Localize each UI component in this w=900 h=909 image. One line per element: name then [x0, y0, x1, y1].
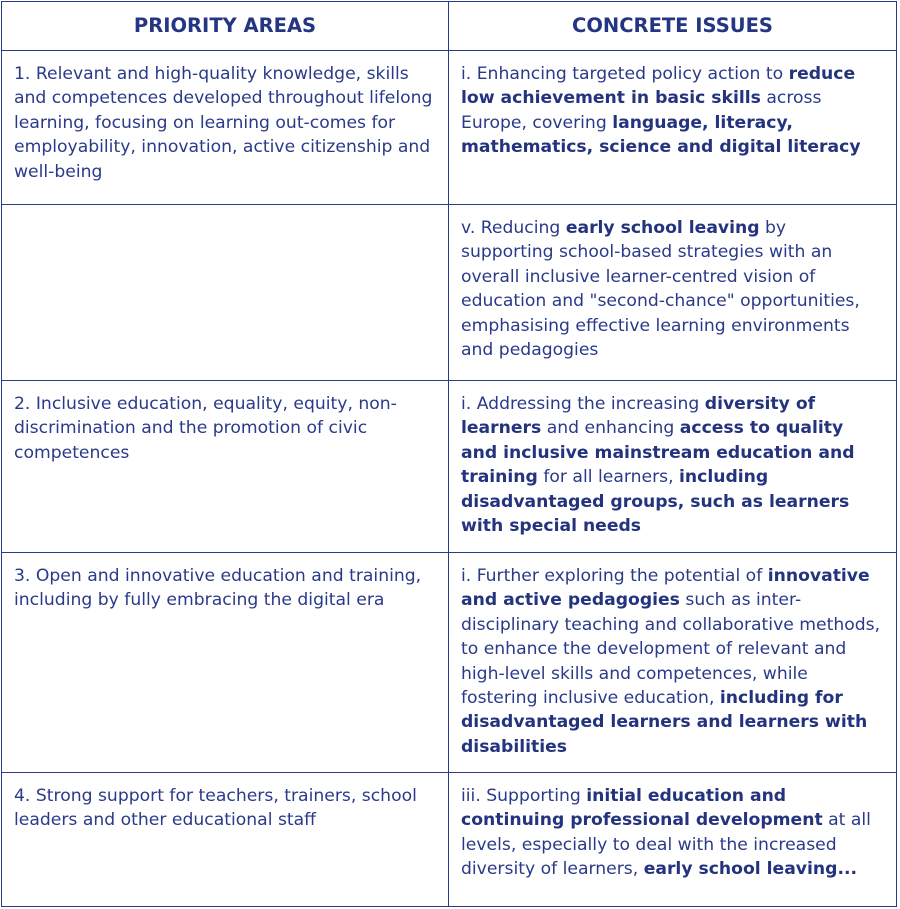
- issue-text: at all levels, especially to deal with the increased diversity of learners,: [461, 810, 871, 880]
- table-body: [2, 51, 897, 907]
- priority-cell: 3. Open and innovative education and training, including by fully embracing the digital era: [2, 553, 449, 773]
- issue-cell: [449, 205, 897, 381]
- issue-cell: [449, 773, 897, 907]
- priority-cell: 1. Relevant and high-quality knowledge, skills and competences developed throughout lifelong learning, focusing on learning out-comes for employability, innovation, active citizenship and well-being: [2, 51, 449, 205]
- issue-text: i. Addressing the increasing: [461, 394, 705, 414]
- issue-cell: [449, 51, 897, 205]
- emphasis-text: diversity of learners: [461, 394, 816, 439]
- priority-cell: [2, 205, 449, 381]
- header-concrete-issues: CONCRETE ISSUES: [449, 2, 897, 51]
- issue-text: for all learners,: [537, 467, 680, 488]
- emphasis-text: initial education and continuing professional development: [461, 786, 823, 831]
- issue-text: and enhancing: [541, 418, 680, 439]
- issue-text: i. Further exploring the potential of: [461, 566, 768, 586]
- issue-text: v. Reducing: [461, 218, 566, 238]
- emphasis-text: early school leaving: [565, 218, 760, 238]
- issue-cell: [449, 553, 897, 773]
- table-header: [2, 2, 897, 51]
- issue-text: iii. Supporting: [461, 786, 587, 806]
- emphasis-text: early school leaving...: [643, 859, 858, 880]
- issue-text: such as inter-disciplinary teaching and collaborative methods, to enhance the development of relevant and high-level skills and competences, while fostering inclusive education,: [461, 590, 881, 709]
- table-row: [2, 205, 897, 381]
- emphasis-text: including for disadvantaged learners and learners with disabilities: [461, 688, 868, 757]
- priority-cell: 4. Strong support for teachers, trainers, school leaders and other educational staff: [2, 773, 449, 907]
- table-row: [2, 773, 897, 907]
- priority-cell: 2. Inclusive education, equality, equity, non-discrimination and the promotion of civic competences: [2, 381, 449, 553]
- issue-cell: [449, 381, 897, 553]
- table-row: [2, 553, 897, 773]
- issue-text: across Europe, covering: [461, 88, 822, 133]
- emphasis-text: reduce low achievement in basic skills: [461, 64, 856, 109]
- table-row: [2, 51, 897, 205]
- table-row: [2, 381, 897, 553]
- emphasis-text: language, literacy, mathematics, science and digital literacy: [461, 112, 861, 158]
- emphasis-text: access to quality and inclusive mainstream education and training: [461, 418, 855, 488]
- emphasis-text: including disadvantaged groups, such as learners with special needs: [461, 467, 850, 537]
- header-priority-areas: PRIORITY AREAS: [2, 2, 449, 51]
- priority-issues-table: [1, 1, 897, 907]
- issue-text: i. Enhancing targeted policy action to: [461, 64, 789, 84]
- issue-text: by supporting school-based strategies with an overall inclusive learner-centred vision of education and "second-chance" opportunities, emphasising effective learning environments and pedagogies: [461, 218, 860, 361]
- emphasis-text: innovative and active pedagogies: [461, 566, 870, 611]
- header-row: [2, 2, 897, 51]
